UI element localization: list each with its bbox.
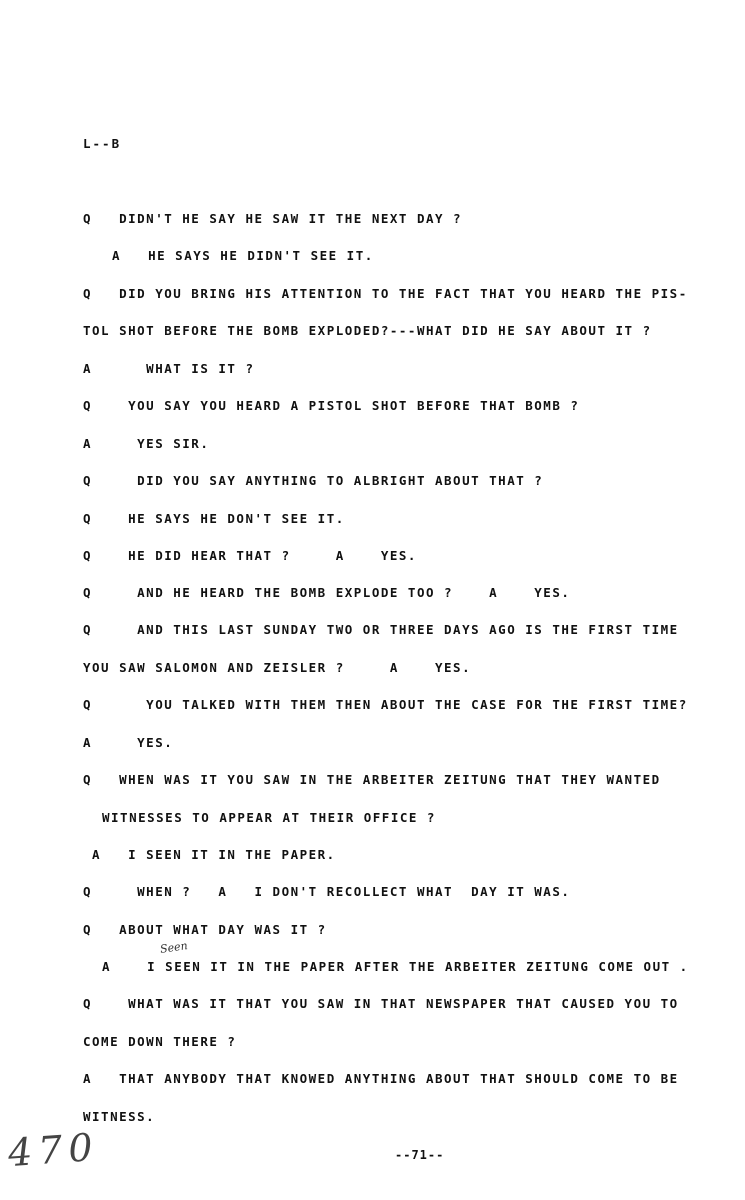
transcript-line: Q YOU TALKED WITH THEM THEN ABOUT THE CASE FOR THE FIRST TIME? [83,697,688,712]
transcript-line: Q DID YOU BRING HIS ATTENTION TO THE FACT THAT YOU HEARD THE PIS- [83,286,688,301]
transcript-line: YOU SAW SALOMON AND ZEISLER ? A YES. [83,660,472,675]
transcript-line: A I SEEN IT IN THE PAPER. [92,847,336,862]
handwritten-correction: Seen [159,939,189,956]
transcript-line: A HE SAYS HE DIDN'T SEE IT. [112,248,374,263]
page-number: --71-- [395,1148,445,1162]
transcript-line: WITNESSES TO APPEAR AT THEIR OFFICE ? [102,810,436,825]
transcript-line: A YES. [83,735,174,750]
transcript-line: COME DOWN THERE ? [83,1034,237,1049]
transcript-line: Q WHEN WAS IT YOU SAW IN THE ARBEITER ZEITUNG THAT THEY WANTED [83,772,661,787]
transcript-line: Q AND HE HEARD THE BOMB EXPLODE TOO ? A YES. [83,585,571,600]
transcript-line: TOL SHOT BEFORE THE BOMB EXPLODED?---WHAT DID HE SAY ABOUT IT ? [83,323,652,338]
margin-page-number: 470 [6,1124,100,1176]
transcript-line: Q DIDN'T HE SAY HE SAW IT THE NEXT DAY ? [83,211,463,226]
transcript-line: A YES SIR. [83,436,210,451]
transcript-line: Q HE DID HEAR THAT ? A YES. [83,548,417,563]
transcript-line: Q AND THIS LAST SUNDAY TWO OR THREE DAYS AGO IS THE FIRST TIME [83,622,679,637]
transcript-line: Q DID YOU SAY ANYTHING TO ALBRIGHT ABOUT THAT ? [83,473,544,488]
transcript-line: Q WHEN ? A I DON'T RECOLLECT WHAT DAY IT WAS. [83,884,571,899]
transcript-line: Q ABOUT WHAT DAY WAS IT ? [83,922,327,937]
transcript-line: WITNESS. [83,1109,156,1124]
transcript-line: A THAT ANYBODY THAT KNOWED ANYTHING ABOUT THAT SHOULD COME TO BE [83,1071,679,1086]
transcript-line: A I SEEN IT IN THE PAPER AFTER THE ARBEITER ZEITUNG COME OUT . [102,959,689,974]
transcript-line: Q HE SAYS HE DON'T SEE IT. [83,511,345,526]
page-code: L--B [83,136,122,151]
transcript-line: Q WHAT WAS IT THAT YOU SAW IN THAT NEWSPAPER THAT CAUSED YOU TO [83,996,679,1011]
transcript-line: Q YOU SAY YOU HEARD A PISTOL SHOT BEFORE THAT BOMB ? [83,398,580,413]
transcript-line: A WHAT IS IT ? [83,361,255,376]
